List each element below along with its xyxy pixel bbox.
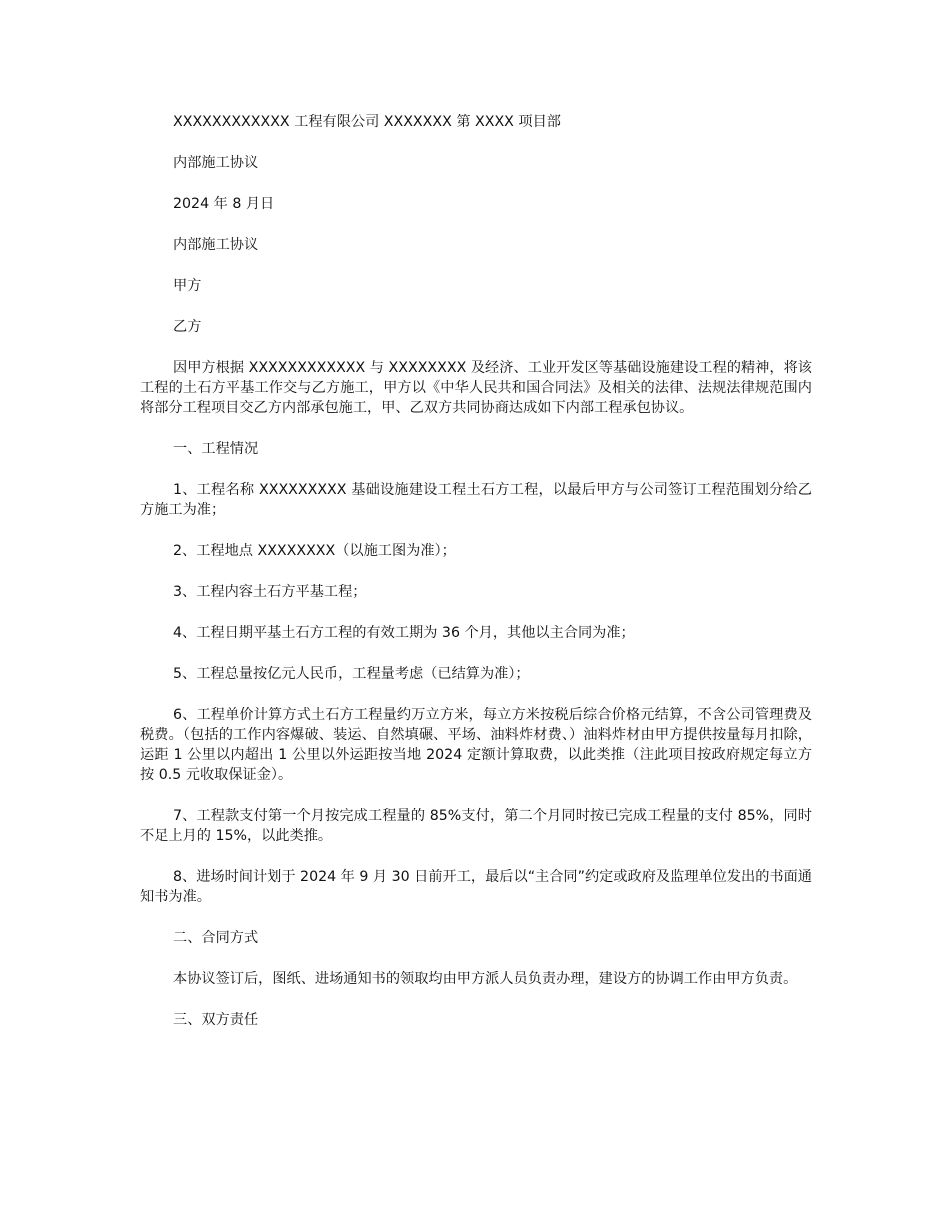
- project-item-6: 6、工程单价计算方式土石方工程量约万立方米，每立方米按税后综合价格元结算，不含公司管理费及税费。（包括的工作内容爆破、装运、自然填碾、平场、油料炸材费、）油料炸材由甲方提供按量每月扣除，运距 1 公里以内超出 1 公里以外运距按当地 2024 定额计算取费，以此类推（注此项目按政府规定每立方按 0.5 元收取保证金）。: [140, 707, 812, 783]
- section-heading-project-info: 一、工程情况: [173, 441, 259, 457]
- project-item-8: 8、进场时间计划于 2024 年 9 月 30 日前开工，最后以“主合同”约定或政府及监理单位发出的书面通知书为准。: [140, 869, 812, 905]
- section-heading-contract-method: 二、合同方式: [173, 930, 259, 946]
- intro-paragraph: 因甲方根据 XXXXXXXXXXXX 与 XXXXXXXX 及经济、工业开发区等基础设施建设工程的精神，将该工程的土石方平基工作交与乙方施工，甲方以《中华人民共和国合同法》及相关的法律、法规法律规范围内将部分工程项目交乙方内部承包施工，甲、乙双方共同协商达成如下内部工程承包协议。: [140, 360, 812, 416]
- company-header: XXXXXXXXXXXX 工程有限公司 XXXXXXX 第 XXXX 项目部: [173, 114, 561, 130]
- contract-method-paragraph: 本协议签订后，图纸、进场通知书的领取均由甲方派人员负责办理，建设方的协调工作由甲方负责。: [173, 971, 798, 987]
- project-item-4: 4、工程日期平基土石方工程的有效工期为 36 个月，其他以主合同为准；: [173, 625, 635, 641]
- party-b-label: 乙方: [173, 319, 202, 335]
- project-item-5: 5、工程总量按亿元人民币，工程量考虑（已结算为准）；: [173, 666, 530, 682]
- agreement-title: 内部施工协议: [173, 155, 259, 171]
- project-item-7: 7、工程款支付第一个月按完成工程量的 85%支付，第二个月同时按已完成工程量的支付 85%，同时不足上月的 15%，以此类推。: [140, 808, 812, 844]
- section-heading-responsibilities: 三、双方责任: [173, 1012, 259, 1028]
- project-item-3: 3、工程内容土石方平基工程；: [173, 584, 367, 600]
- party-a-label: 甲方: [173, 278, 202, 294]
- document-body: [140, 112, 812, 1051]
- agreement-title-repeat: 内部施工协议: [173, 237, 259, 253]
- project-item-1: 1、工程名称 XXXXXXXXX 基础设施建设工程土石方工程，以最后甲方与公司签订工程范围划分给乙方施工为准；: [140, 482, 812, 518]
- project-item-2: 2、工程地点 XXXXXXXX（以施工图为准）；: [173, 543, 456, 559]
- agreement-date: 2024 年 8 月日: [173, 196, 275, 212]
